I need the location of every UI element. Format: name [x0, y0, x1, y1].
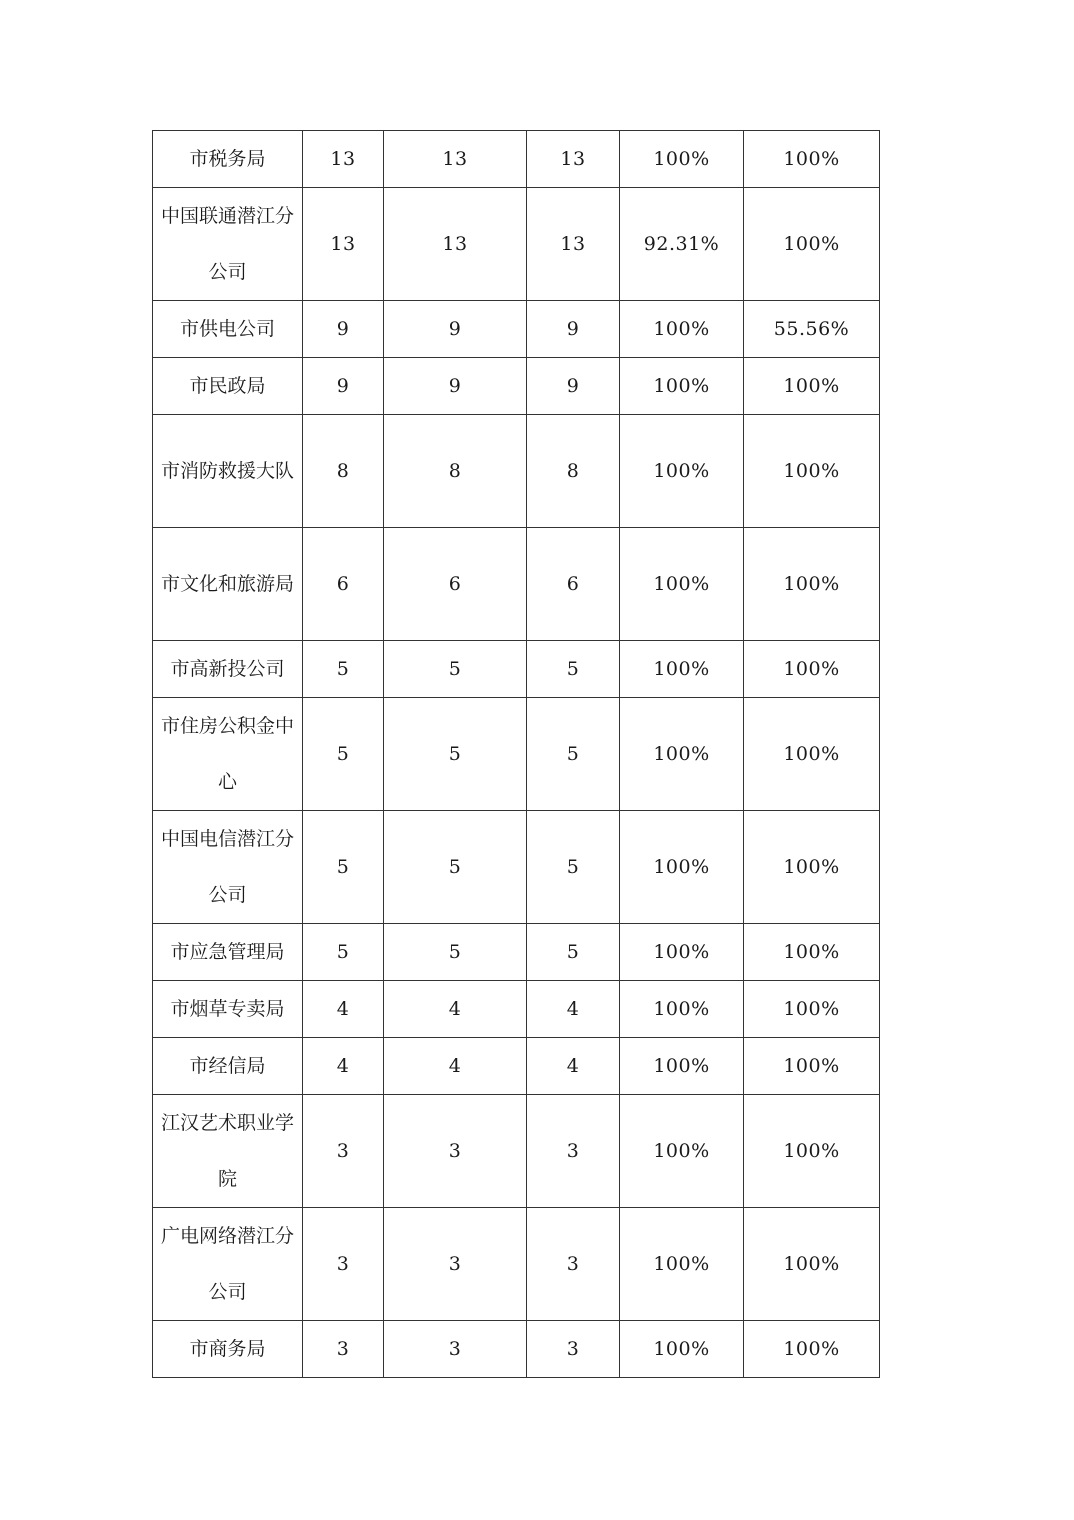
rate-cell-2: 100%: [744, 1095, 880, 1208]
value-cell-2: 13: [384, 188, 527, 301]
value-cell-3: 4: [527, 981, 620, 1038]
value-cell-2: 4: [384, 981, 527, 1038]
rate-cell-1: 100%: [620, 528, 744, 641]
table-row: [153, 131, 880, 188]
rate-cell-1: 100%: [620, 1095, 744, 1208]
rate-cell-1: 100%: [620, 301, 744, 358]
value-cell-1: 8: [303, 415, 384, 528]
value-cell-1: 4: [303, 1038, 384, 1095]
unit-name-cell: 市商务局: [153, 1321, 303, 1378]
rate-cell-1: 100%: [620, 415, 744, 528]
table-row: [153, 528, 880, 641]
value-cell-3: 5: [527, 641, 620, 698]
unit-name-cell: 市税务局: [153, 131, 303, 188]
value-cell-1: 5: [303, 641, 384, 698]
unit-name-cell: 广电网络潜江分公司: [153, 1208, 303, 1321]
value-cell-2: 6: [384, 528, 527, 641]
value-cell-1: 5: [303, 698, 384, 811]
rate-cell-2: 100%: [744, 131, 880, 188]
table-row: [153, 1321, 880, 1378]
unit-name-cell: 市高新投公司: [153, 641, 303, 698]
rate-cell-1: 92.31%: [620, 188, 744, 301]
value-cell-2: 5: [384, 924, 527, 981]
value-cell-3: 5: [527, 698, 620, 811]
value-cell-3: 3: [527, 1095, 620, 1208]
unit-name-cell: 市经信局: [153, 1038, 303, 1095]
value-cell-3: 5: [527, 811, 620, 924]
rate-cell-2: 100%: [744, 811, 880, 924]
table-body: [153, 131, 880, 1378]
unit-name-cell: 市应急管理局: [153, 924, 303, 981]
unit-name-cell: 市文化和旅游局: [153, 528, 303, 641]
rate-cell-1: 100%: [620, 811, 744, 924]
value-cell-2: 9: [384, 301, 527, 358]
value-cell-1: 6: [303, 528, 384, 641]
rate-cell-2: 100%: [744, 1038, 880, 1095]
rate-cell-1: 100%: [620, 1038, 744, 1095]
rate-cell-1: 100%: [620, 981, 744, 1038]
value-cell-3: 3: [527, 1208, 620, 1321]
unit-name-cell: 江汉艺术职业学院: [153, 1095, 303, 1208]
table-row: [153, 981, 880, 1038]
value-cell-3: 8: [527, 415, 620, 528]
rate-cell-2: 100%: [744, 528, 880, 641]
table-row: [153, 811, 880, 924]
value-cell-3: 13: [527, 188, 620, 301]
value-cell-3: 9: [527, 358, 620, 415]
value-cell-3: 9: [527, 301, 620, 358]
unit-name-cell: 中国联通潜江分公司: [153, 188, 303, 301]
value-cell-2: 8: [384, 415, 527, 528]
rate-cell-1: 100%: [620, 1208, 744, 1321]
value-cell-2: 9: [384, 358, 527, 415]
rate-cell-2: 100%: [744, 981, 880, 1038]
table-row: [153, 641, 880, 698]
value-cell-1: 3: [303, 1095, 384, 1208]
rate-cell-1: 100%: [620, 698, 744, 811]
value-cell-1: 13: [303, 188, 384, 301]
table-row: [153, 1208, 880, 1321]
value-cell-2: 5: [384, 641, 527, 698]
unit-name-cell: 中国电信潜江分公司: [153, 811, 303, 924]
unit-name-cell: 市住房公积金中心: [153, 698, 303, 811]
value-cell-3: 6: [527, 528, 620, 641]
unit-name-cell: 市消防救援大队: [153, 415, 303, 528]
rate-cell-2: 100%: [744, 698, 880, 811]
value-cell-2: 13: [384, 131, 527, 188]
rate-cell-2: 100%: [744, 1321, 880, 1378]
value-cell-1: 9: [303, 358, 384, 415]
rate-cell-1: 100%: [620, 131, 744, 188]
unit-name-cell: 市供电公司: [153, 301, 303, 358]
data-table: [152, 130, 880, 1378]
rate-cell-1: 100%: [620, 924, 744, 981]
value-cell-2: 5: [384, 811, 527, 924]
rate-cell-2: 100%: [744, 188, 880, 301]
rate-cell-1: 100%: [620, 1321, 744, 1378]
rate-cell-2: 100%: [744, 358, 880, 415]
value-cell-3: 4: [527, 1038, 620, 1095]
table-row: [153, 301, 880, 358]
value-cell-2: 3: [384, 1095, 527, 1208]
unit-name-cell: 市烟草专卖局: [153, 981, 303, 1038]
value-cell-2: 3: [384, 1208, 527, 1321]
value-cell-2: 3: [384, 1321, 527, 1378]
value-cell-1: 5: [303, 811, 384, 924]
value-cell-1: 5: [303, 924, 384, 981]
table-row: [153, 698, 880, 811]
table-row: [153, 415, 880, 528]
rate-cell-2: 100%: [744, 1208, 880, 1321]
rate-cell-2: 100%: [744, 415, 880, 528]
rate-cell-1: 100%: [620, 358, 744, 415]
value-cell-1: 9: [303, 301, 384, 358]
value-cell-2: 5: [384, 698, 527, 811]
rate-cell-1: 100%: [620, 641, 744, 698]
value-cell-1: 13: [303, 131, 384, 188]
table-row: [153, 1095, 880, 1208]
table-row: [153, 358, 880, 415]
value-cell-3: 5: [527, 924, 620, 981]
rate-cell-2: 100%: [744, 641, 880, 698]
rate-cell-2: 100%: [744, 924, 880, 981]
rate-cell-2: 55.56%: [744, 301, 880, 358]
value-cell-3: 3: [527, 1321, 620, 1378]
value-cell-1: 4: [303, 981, 384, 1038]
table-row: [153, 1038, 880, 1095]
value-cell-2: 4: [384, 1038, 527, 1095]
value-cell-1: 3: [303, 1321, 384, 1378]
value-cell-3: 13: [527, 131, 620, 188]
table-row: [153, 188, 880, 301]
unit-name-cell: 市民政局: [153, 358, 303, 415]
table-row: [153, 924, 880, 981]
value-cell-1: 3: [303, 1208, 384, 1321]
